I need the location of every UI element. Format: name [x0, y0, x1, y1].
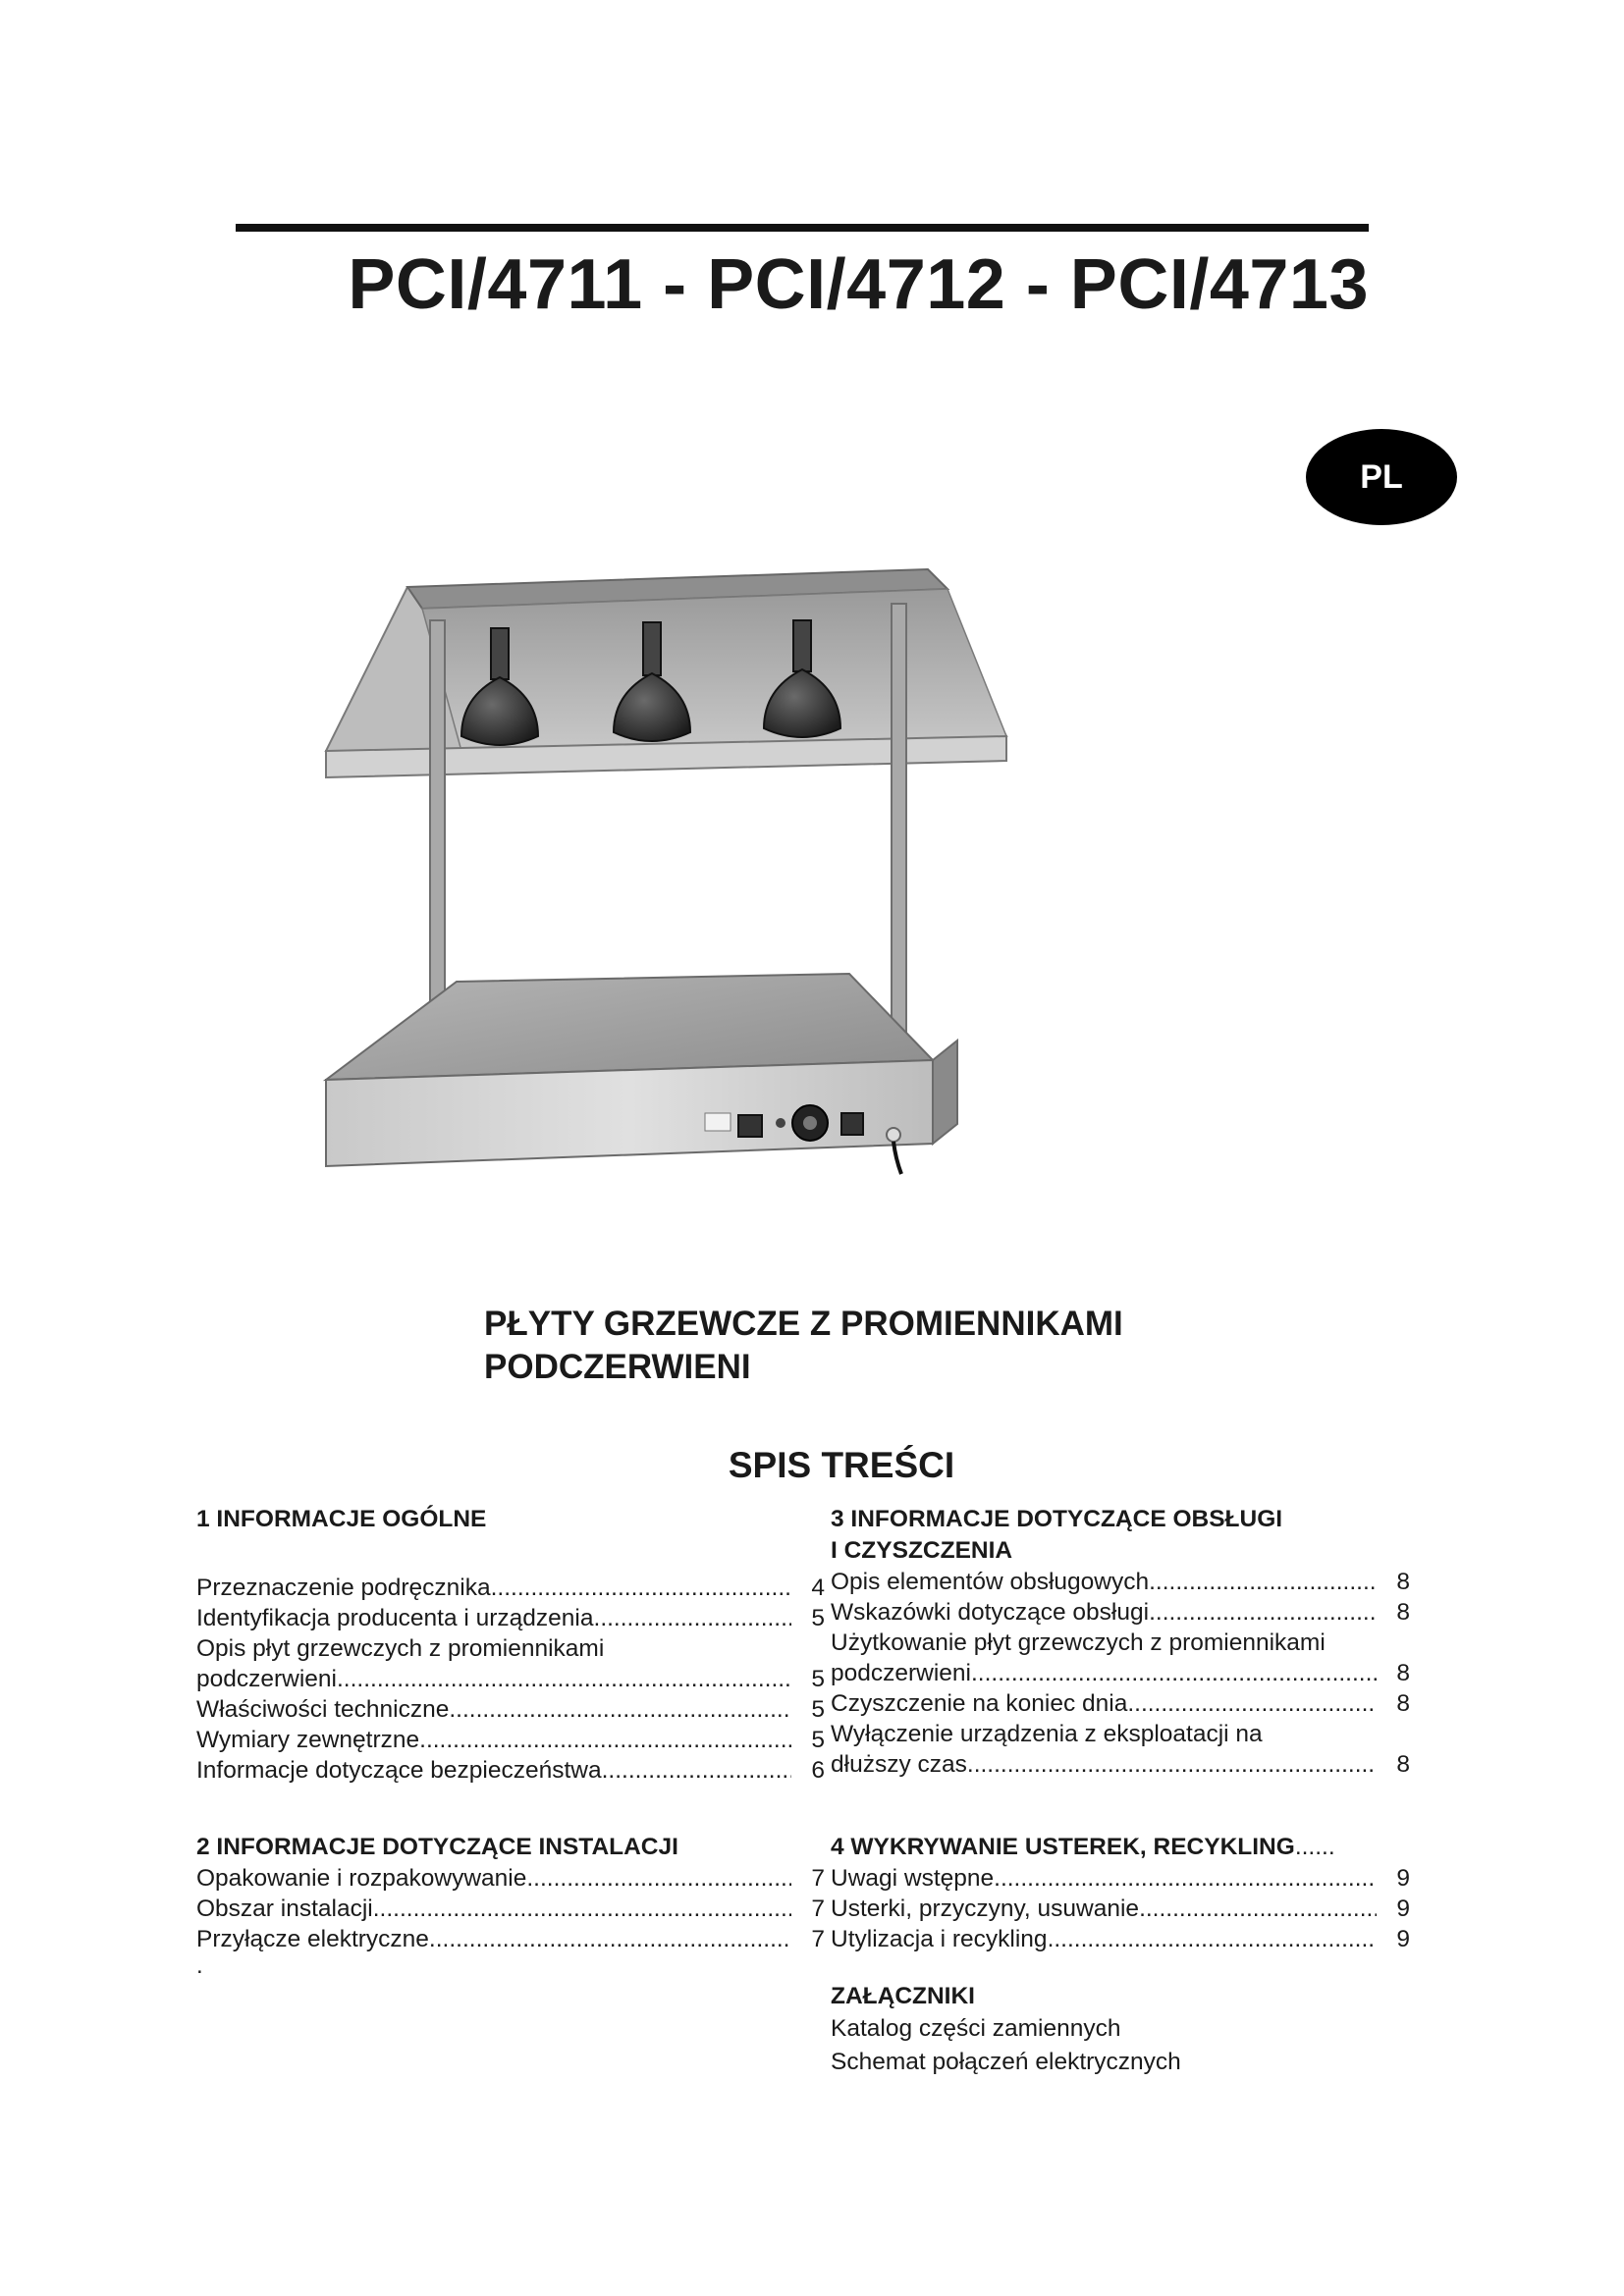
lamp-switch [841, 1113, 863, 1135]
attachments-title: ZAŁĄCZNIKI [831, 1983, 975, 2009]
cable-gland [887, 1128, 900, 1142]
section-title-line2: I CZYSZCZENIA [831, 1537, 1013, 1564]
toc-entry-line1[interactable]: Użytkowanie płyt grzewczych z promiennikami [831, 1629, 1326, 1656]
toc-entry[interactable]: Czyszczenie na koniec dnia ..... 8 [831, 1688, 1410, 1719]
product-title-line1: PŁYTY GRZEWCZE Z PROMIENNIKAMI [484, 1305, 1123, 1343]
toc-entry[interactable]: Opakowanie i rozpakowywanie ..... 7 [196, 1863, 825, 1894]
title-rule [236, 224, 1369, 232]
attachment-item[interactable]: Katalog części zamiennych [831, 2015, 1121, 2042]
product-illustration [314, 550, 1296, 1296]
toc-entry-line1[interactable]: Opis płyt grzewczych z promiennikami [196, 1635, 605, 1662]
toc-entry[interactable]: Obszar instalacji ..... 7 [196, 1894, 825, 1924]
section-title: 4 WYKRYWANIE USTEREK, RECYKLING...... [831, 1834, 1335, 1860]
toc-entry[interactable]: Identyfikacja producenta i urządzenia ..... 5 [196, 1603, 825, 1633]
section-title: 2 INFORMACJE DOTYCZĄCE INSTALACJI [196, 1834, 678, 1860]
toc-entry[interactable]: Utylizacja i recykling ..... 9 [831, 1924, 1410, 1954]
toc-entry[interactable]: podczerwieni ..... 8 [831, 1658, 1410, 1688]
document-title: PCI/4711 - PCI/4712 - PCI/4713 [348, 245, 1369, 324]
toc-entry[interactable]: Przyłącze elektryczne ..... 7 [196, 1924, 825, 1954]
toc-entry[interactable]: Wskazówki dotyczące obsługi ..... 8 [831, 1597, 1410, 1628]
toc-entry[interactable]: Uwagi wstępne ..... 9 [831, 1863, 1410, 1894]
toc-attachments [831, 1981, 1410, 2079]
indicator-light [776, 1118, 785, 1128]
toc-entry[interactable]: Opis elementów obsługowych ..... 8 [831, 1567, 1410, 1597]
toc-entry[interactable]: Informacje dotyczące bezpieczeństwa ..... 6 [196, 1755, 825, 1786]
power-switch [738, 1115, 762, 1137]
toc-entry[interactable]: dłuższy czas ..... 8 [831, 1749, 1410, 1780]
section-title: 1 INFORMACJE OGÓLNE [196, 1506, 487, 1532]
toc-entry[interactable]: Przeznaczenie podręcznika ..... 4 [196, 1573, 825, 1603]
toc-section-4 [831, 1832, 1410, 1954]
product-title [484, 1303, 1123, 1389]
warning-label [705, 1113, 731, 1131]
language-badge: PL [1306, 429, 1457, 525]
support-post-right [892, 604, 906, 1080]
stray-mark: . [196, 1952, 203, 1979]
toc-section-1 [196, 1504, 825, 1786]
toc-section-3 [831, 1504, 1410, 1780]
power-cable [893, 1142, 901, 1174]
section-title-line1: 3 INFORMACJE DOTYCZĄCE OBSŁUGI [831, 1506, 1283, 1532]
heated-plate-side [933, 1041, 957, 1144]
product-title-line2: PODCZERWIENI [484, 1348, 751, 1386]
toc-heading: SPIS TREŚCI [728, 1445, 955, 1485]
attachment-item[interactable]: Schemat połączeń elektrycznych [831, 2049, 1181, 2075]
toc-entry-line1[interactable]: Wyłączenie urządzenia z eksploatacji na [831, 1721, 1263, 1747]
toc-entry[interactable]: podczerwieni ..... 5 [196, 1664, 825, 1694]
toc-entry[interactable]: Wymiary zewnętrzne ..... 5 [196, 1725, 825, 1755]
toc-entry[interactable]: Właściwości techniczne ..... 5 [196, 1694, 825, 1725]
toc-entry[interactable]: Usterki, przyczyny, usuwanie ..... 9 [831, 1894, 1410, 1924]
toc-section-2 [196, 1832, 825, 1978]
